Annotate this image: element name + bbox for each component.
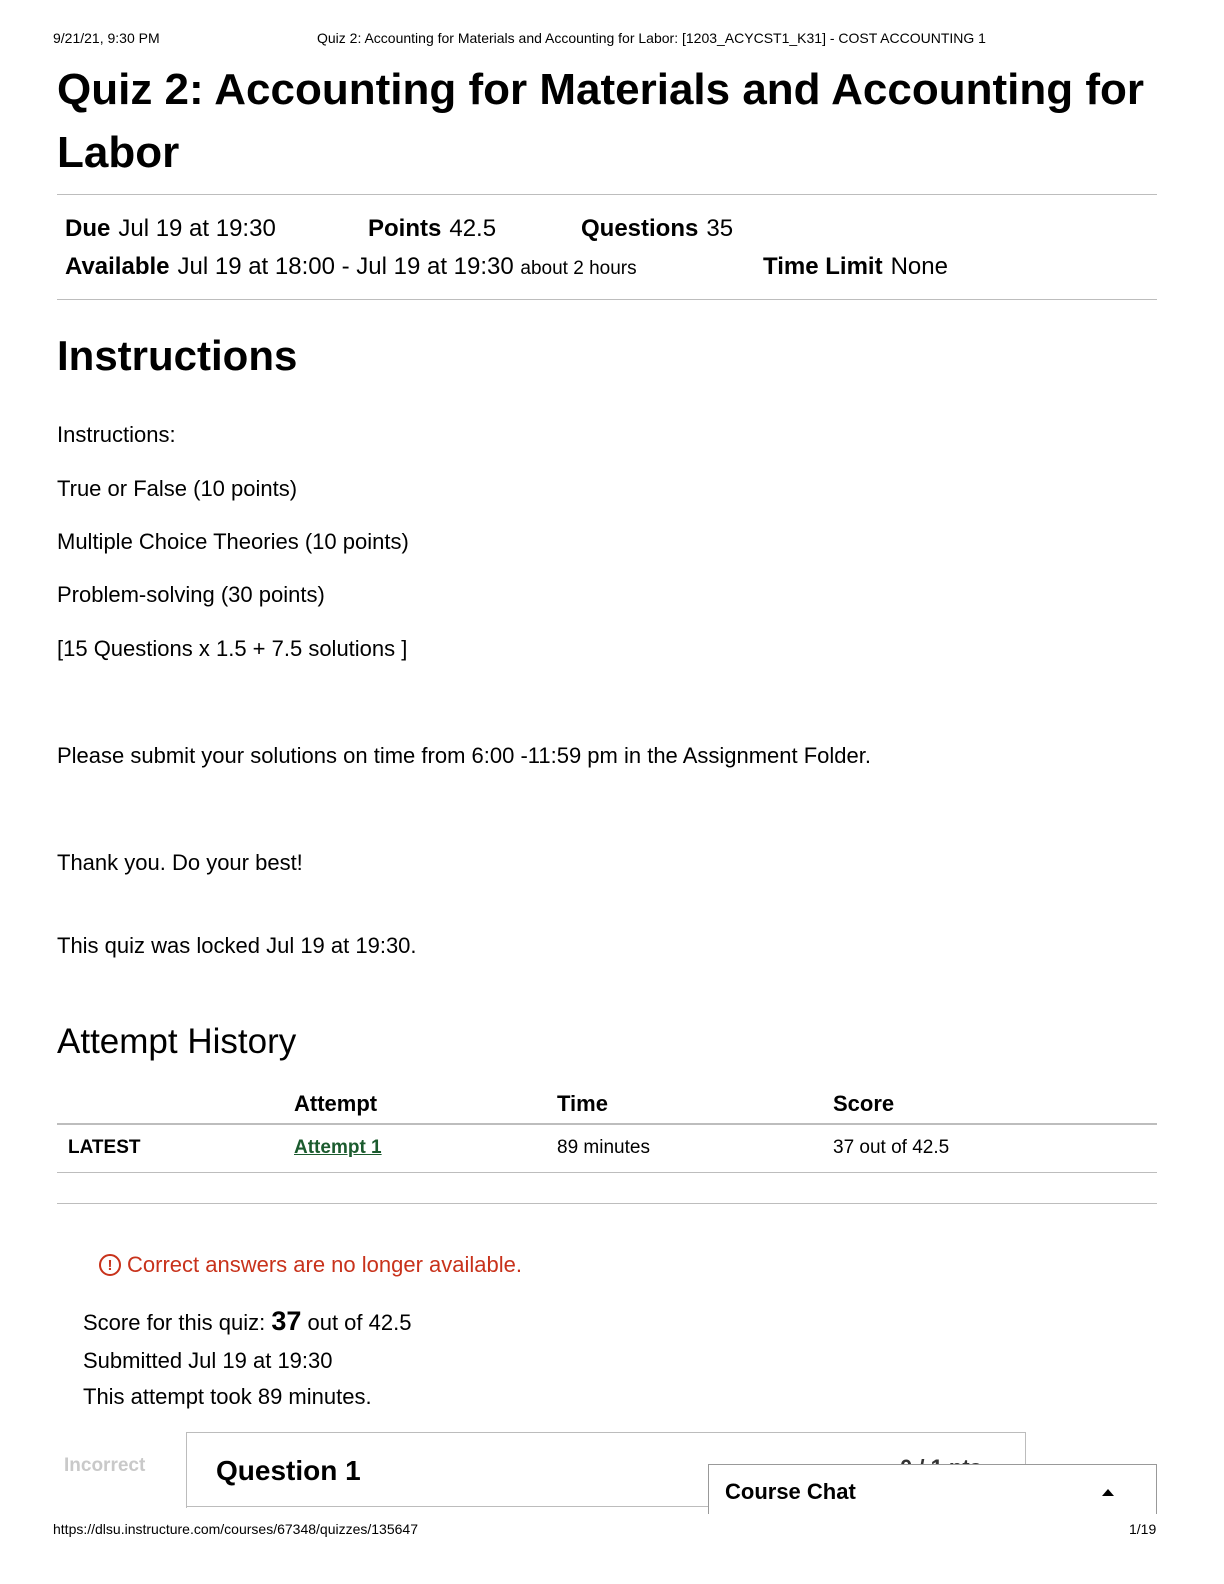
instruction-line: Multiple Choice Theories (10 points) <box>57 529 409 554</box>
print-page-number: 1/19 <box>1129 1521 1157 1537</box>
instruction-line: True or False (10 points) <box>57 476 298 501</box>
due-value: Jul 19 at 19:30 <box>118 215 276 242</box>
attempt-history-heading: Attempt History <box>57 1022 297 1061</box>
instruction-line: Please submit your solutions on time from 6:00 -11:59 pm in the Assignment Folder. <box>57 743 871 768</box>
print-page-title: Quiz 2: Accounting for Materials and Accounting for Labor: [1203_ACYCST1_K31] - COST ACCOUNTING 1 <box>317 30 986 46</box>
attempt-score: 37 out of 42.5 <box>833 1137 950 1158</box>
exclamation-circle-icon: ! <box>99 1254 121 1276</box>
time-limit-label: Time Limit <box>763 253 883 280</box>
page-title: Quiz 2: Accounting for Materials and Accounting for Labor <box>57 65 1145 177</box>
course-chat-widget[interactable] <box>708 1464 1157 1514</box>
attempt-status: LATEST <box>68 1137 141 1158</box>
instruction-line: [15 Questions x 1.5 + 7.5 solutions ] <box>57 636 408 661</box>
time-limit-value: None <box>890 253 948 280</box>
score-value: 37 <box>271 1306 302 1336</box>
available-value: Jul 19 at 18:00 - Jul 19 at 19:30 <box>177 253 514 280</box>
available-note: about 2 hours <box>520 258 637 279</box>
course-chat-title: Course Chat <box>725 1479 856 1504</box>
alert-text: Correct answers are no longer available. <box>127 1252 522 1277</box>
table-header-divider <box>57 1123 1157 1125</box>
quiz-score <box>83 1306 411 1337</box>
points-label: Points <box>368 215 442 242</box>
questions-meta <box>581 215 733 243</box>
column-header-score: Score <box>833 1091 895 1116</box>
attempt-time: 89 minutes <box>557 1137 650 1158</box>
instructions-heading: Instructions <box>57 332 298 379</box>
questions-label: Questions <box>581 215 699 242</box>
available-label: Available <box>65 253 170 280</box>
points-meta <box>368 215 496 243</box>
instruction-line: Problem-solving (30 points) <box>57 582 325 607</box>
column-header-time: Time <box>557 1091 608 1116</box>
divider <box>57 194 1157 195</box>
print-date: 9/21/21, 9:30 PM <box>53 30 160 46</box>
column-header-attempt: Attempt <box>294 1091 378 1116</box>
question-title: Question 1 <box>216 1455 361 1486</box>
question-status-label: Incorrect <box>64 1455 146 1476</box>
question-header-divider <box>186 1506 710 1507</box>
score-prefix: Score for this quiz: <box>83 1310 266 1335</box>
time-limit-meta <box>763 253 948 281</box>
available-meta <box>65 253 637 281</box>
instruction-line: Thank you. Do your best! <box>57 850 303 875</box>
divider <box>57 1203 1157 1204</box>
divider <box>57 299 1157 300</box>
questions-value: 35 <box>706 215 734 242</box>
caret-up-icon[interactable] <box>1102 1489 1114 1496</box>
attempt-duration: This attempt took 89 minutes. <box>83 1384 372 1409</box>
instruction-line: Instructions: <box>57 422 176 447</box>
due-meta <box>65 215 276 243</box>
attempt-link[interactable]: Attempt 1 <box>294 1137 382 1158</box>
divider <box>57 1172 1157 1173</box>
due-label: Due <box>65 215 111 242</box>
submitted-time: Submitted Jul 19 at 19:30 <box>83 1348 333 1373</box>
score-suffix: out of 42.5 <box>307 1310 412 1335</box>
answers-unavailable-alert <box>99 1252 522 1278</box>
lock-notice: This quiz was locked Jul 19 at 19:30. <box>57 933 417 958</box>
print-url: https://dlsu.instructure.com/courses/67348/quizzes/135647 <box>53 1521 418 1537</box>
points-value: 42.5 <box>449 215 497 242</box>
